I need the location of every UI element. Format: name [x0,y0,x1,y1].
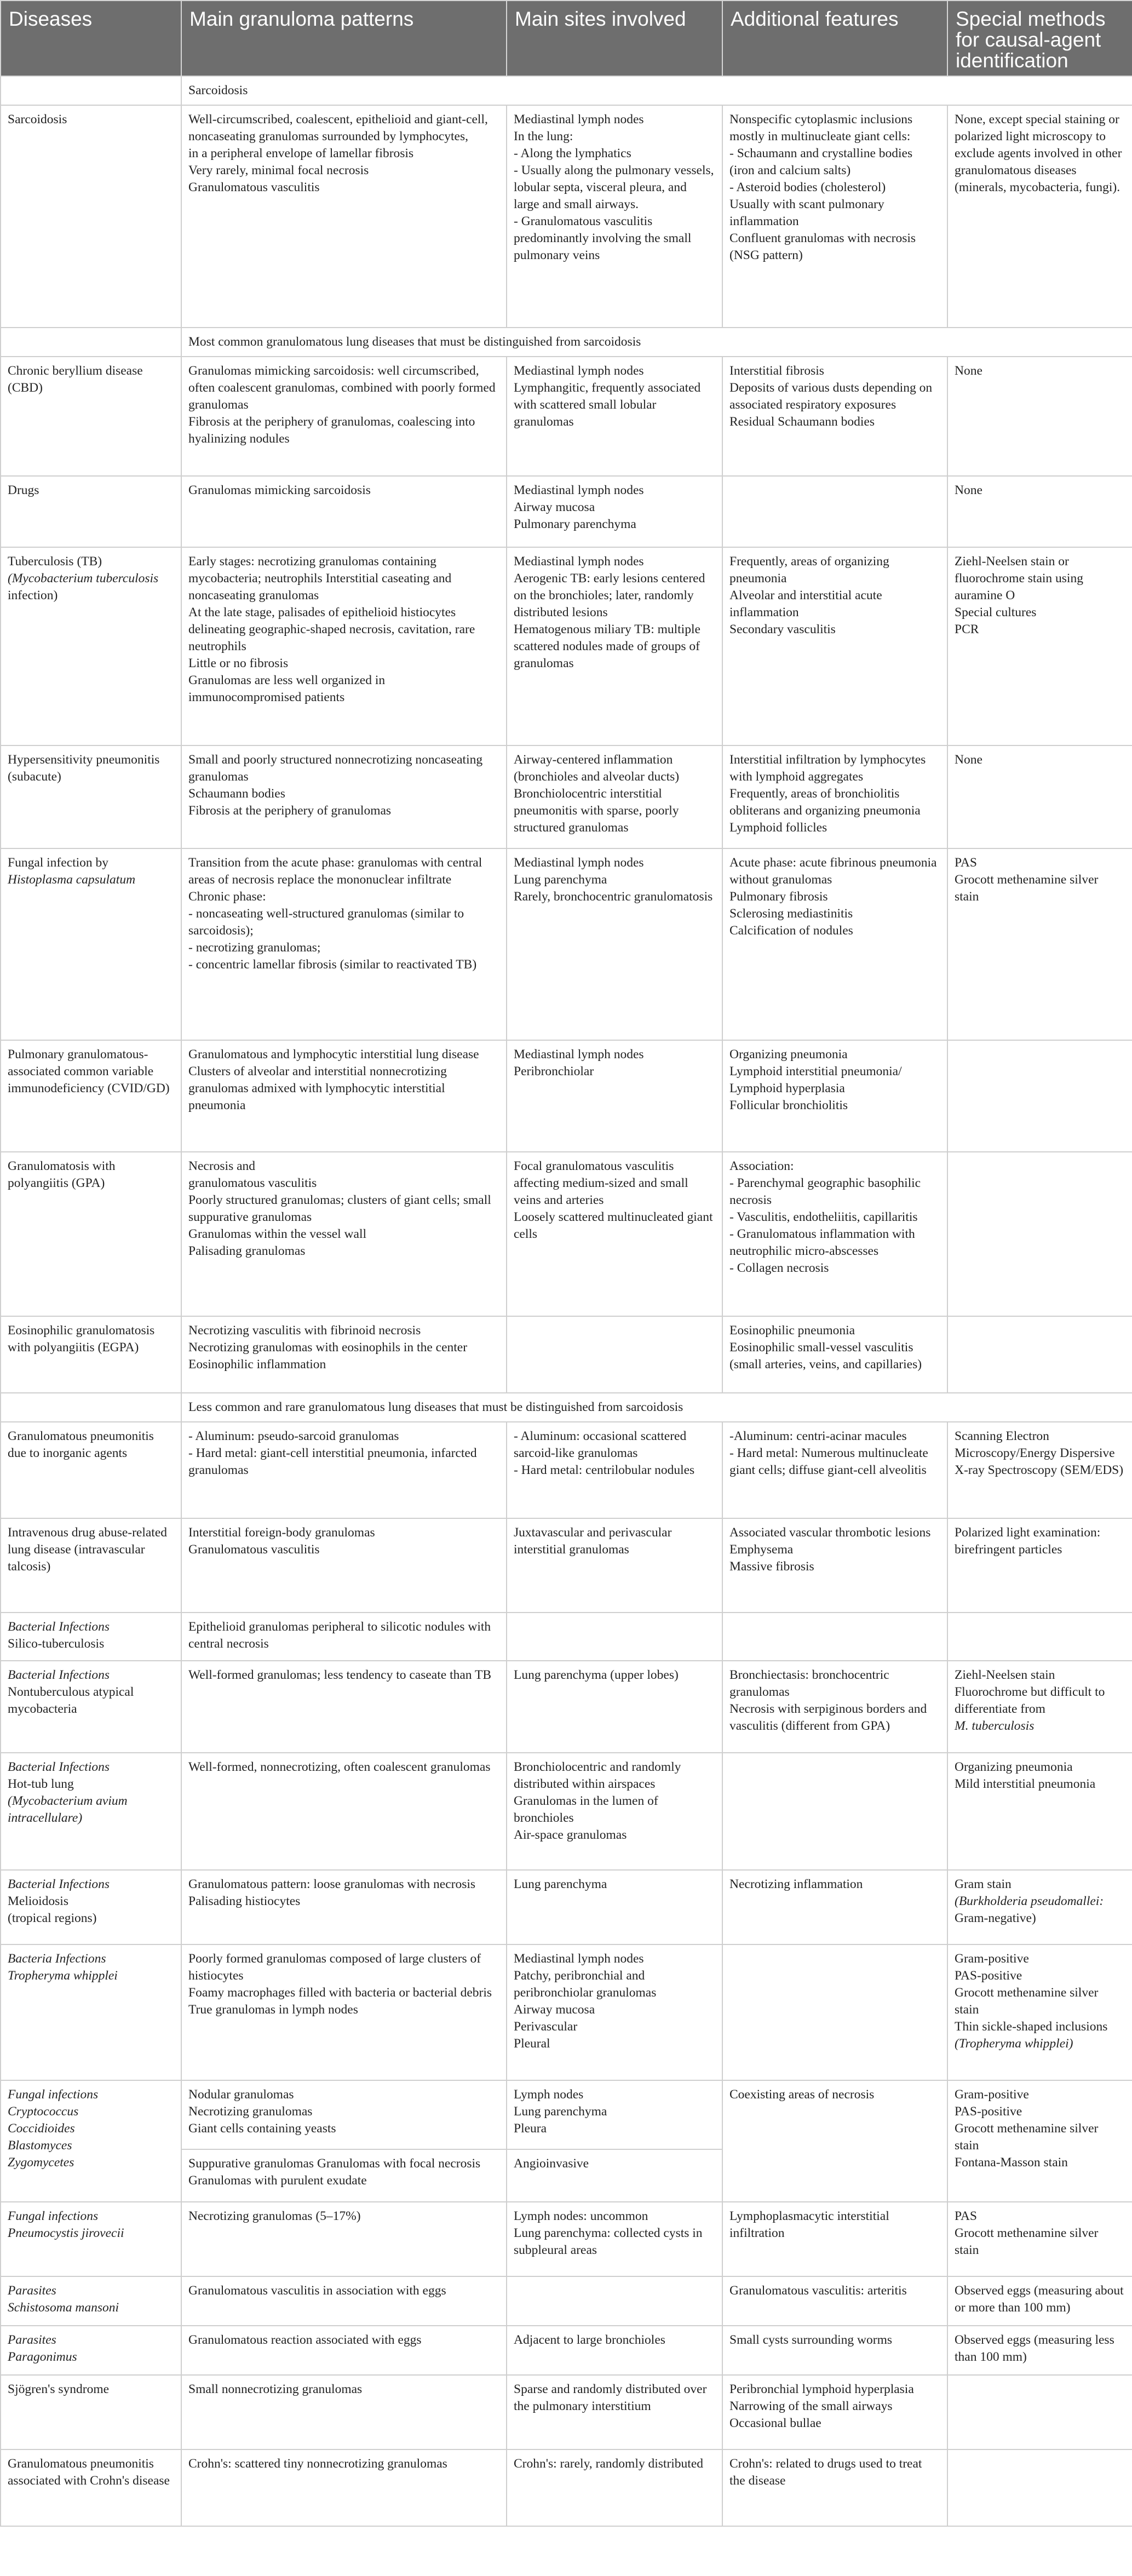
cell-disease: Granulomatosis with polyangiitis (GPA) [1,1152,181,1316]
section-title: Less common and rare granulomatous lung diseases that must be distinguished from sarcoidosis [181,1393,1132,1422]
cell-pattern: Necrotizing vasculitis with fibrinoid necrosis Necrotizing granulomas with eosinophils in the center Eosinophilic inflammation [181,1316,507,1393]
cell-sites: Sparse and randomly distributed over the pulmonary interstitium [507,2375,722,2449]
cell-pattern: Suppurative granulomas Granulomas with focal necrosis Granulomas with purulent exudate [181,2149,507,2202]
cell-methods: None, except special staining or polarized light microscopy to exclude agents involved in other granulomatous diseases (minerals, mycobacteria, fungi). [947,105,1132,328]
cell-sites [507,1316,722,1393]
section-row [1,328,1132,357]
cell-sites: Mediastinal lymph nodes Patchy, peribronchial and peribronchiolar granulomas Airway mucosa Perivascular Pleural [507,1944,722,2080]
cell-pattern: Poorly formed granulomas composed of large clusters of histiocytes Foamy macrophages filled with bacteria or bacterial debris True granulomas in lymph nodes [181,1944,507,2080]
cell-pattern: Granulomatous and lymphocytic interstitial lung disease Clusters of alveolar and interstitial nonnecrotizing granulomas admixed with lymphocytic interstitial pneumonia [181,1040,507,1152]
cell-disease: Chronic beryllium disease (CBD) [1,357,181,476]
cell-sites: Lung parenchyma (upper lobes) [507,1661,722,1753]
cell-disease: Granulomatous pneumonitis associated with Crohn's disease [1,2449,181,2526]
cell-methods [947,1040,1132,1152]
cell-pattern: Crohn's: scattered tiny nonnecrotizing granulomas [181,2449,507,2526]
cell-features: Bronchiectasis: bronchocentric granulomas Necrosis with serpiginous borders and vasculitis (different from GPA) [722,1661,947,1753]
cell-methods: None [947,476,1132,547]
cell-sites: - Aluminum: occasional scattered sarcoid-like granulomas - Hard metal: centrilobular nodules [507,1422,722,1518]
cell-disease: Fungal infections Cryptococcus Coccidioides Blastomyces Zygomycetes [1,2080,181,2202]
cell-pattern: - Aluminum: pseudo-sarcoid granulomas - Hard metal: giant-cell interstitial pneumonia, infarcted granulomas [181,1422,507,1518]
cell-sites: Crohn's: rarely, randomly distributed [507,2449,722,2526]
table-row [1,2202,1132,2276]
cell-methods: Observed eggs (measuring less than 100 mm) [947,2326,1132,2375]
cell-pattern: Well-formed granulomas; less tendency to caseate than TB [181,1661,507,1753]
cell-features: Peribronchial lymphoid hyperplasia Narrowing of the small airways Occasional bullae [722,2375,947,2449]
cell-sites: Angioinvasive [507,2149,722,2202]
cell-pattern: Well-formed, nonnecrotizing, often coalescent granulomas [181,1753,507,1870]
cell-sites: Bronchiolocentric and randomly distributed within airspaces Granulomas in the lumen of bronchioles Air-space granulomas [507,1753,722,1870]
cell-disease: Eosinophilic granulomatosis with polyangiitis (EGPA) [1,1316,181,1393]
cell-sites: Mediastinal lymph nodes Airway mucosa Pulmonary parenchyma [507,476,722,547]
cell-methods: Gram-positive PAS-positive Grocott methenamine silver stain Fontana-Masson stain [947,2080,1132,2202]
cell-sites: Juxtavascular and perivascular interstitial granulomas [507,1518,722,1613]
cell-features: -Aluminum: centri-acinar macules - Hard metal: Numerous multinucleate giant cells; diffuse giant-cell alveolitis [722,1422,947,1518]
cell-sites [507,1613,722,1661]
cell-features: Nonspecific cytoplasmic inclusions mostly in multinucleate giant cells: - Schaumann and crystalline bodies (iron and calcium salts) - Asteroid bodies (cholesterol) Usually with scant pulmonary inflammation Confluent granulomas with necrosis (NSG pattern) [722,105,947,328]
cell-pattern: Nodular granulomas Necrotizing granulomas Giant cells containing yeasts [181,2080,507,2149]
cell-features: Crohn's: related to drugs used to treat the disease [722,2449,947,2526]
cell-sites: Mediastinal lymph nodes In the lung: - Along the lymphatics - Usually along the pulmonary vessels, lobular septa, visceral pleura, and large and small airways. - Granulomatous vasculitis predominantly involving the small pulmonary veins [507,105,722,328]
cell-features: Organizing pneumonia Lymphoid interstitial pneumonia/ Lymphoid hyperplasia Follicular bronchiolitis [722,1040,947,1152]
cell-methods [947,2449,1132,2526]
cell-pattern: Well-circumscribed, coalescent, epithelioid and giant-cell, noncaseating granulomas surrounded by lymphocytes, in a peripheral envelope of lamellar fibrosis Very rarely, minimal focal necrosis Granulomatous vasculitis [181,105,507,328]
cell-methods: PAS Grocott methenamine silver stain [947,848,1132,1040]
cell-sites: Lymph nodes: uncommon Lung parenchyma: collected cysts in subpleural areas [507,2202,722,2276]
cell-features: Eosinophilic pneumonia Eosinophilic small-vessel vasculitis (small arteries, veins, and capillaries) [722,1316,947,1393]
cell-methods: Organizing pneumonia Mild interstitial pneumonia [947,1753,1132,1870]
cell-features: Granulomatous vasculitis: arteritis [722,2276,947,2326]
cell-pattern: Necrotizing granulomas (5–17%) [181,2202,507,2276]
cell-disease: Fungal infections Pneumocystis jirovecii [1,2202,181,2276]
header-features: Additional features [722,1,947,76]
cell-methods: PAS Grocott methenamine silver stain [947,2202,1132,2276]
cell-methods [947,1316,1132,1393]
cell-features: Coexisting areas of necrosis [722,2080,947,2202]
cell-methods [947,1152,1132,1316]
cell-sites: Adjacent to large bronchioles [507,2326,722,2375]
table-row [1,1040,1132,1152]
cell-pattern: Granulomatous pattern: loose granulomas with necrosis Palisading histiocytes [181,1870,507,1944]
table-row [1,1661,1132,1753]
cell-pattern: Granulomas mimicking sarcoidosis [181,476,507,547]
cell-sites: Focal granulomatous vasculitis affecting medium-sized and small veins and arteries Loosely scattered multinucleated giant cells [507,1152,722,1316]
cell-pattern: Granulomas mimicking sarcoidosis: well circumscribed, often coalescent granulomas, combined with poorly formed granulomas Fibrosis at the periphery of granulomas, coalescing into hyalinizing nodules [181,357,507,476]
header-methods: Special methods for causal-agent identification [947,1,1132,76]
cell-features [722,476,947,547]
cell-features: Frequently, areas of organizing pneumonia Alveolar and interstitial acute inflammation Secondary vasculitis [722,547,947,745]
table-row [1,1152,1132,1316]
cell-disease: Bacterial Infections Hot-tub lung (Mycobacterium avium intracellulare) [1,1753,181,1870]
cell-disease: Intravenous drug abuse-related lung disease (intravascular talcosis) [1,1518,181,1613]
header-row [1,1,1132,76]
section-title: Sarcoidosis [181,76,1132,105]
cell-features [722,1753,947,1870]
section-title: Most common granulomatous lung diseases that must be distinguished from sarcoidosis [181,328,1132,357]
table-row [1,2326,1132,2375]
cell-disease: Pulmonary granulomatous-associated common variable immunodeficiency (CVID/GD) [1,1040,181,1152]
cell-disease: Bacteria Infections Tropheryma whipplei [1,1944,181,2080]
table-row [1,2276,1132,2326]
cell-pattern: Small nonnecrotizing granulomas [181,2375,507,2449]
cell-pattern: Epithelioid granulomas peripheral to silicotic nodules with central necrosis [181,1613,507,1661]
cell-disease: Sjögren's syndrome [1,2375,181,2449]
cell-sites: Mediastinal lymph nodes Aerogenic TB: early lesions centered on the bronchioles; later, randomly distributed lesions Hematogenous miliary TB: multiple scattered nodules made of groups of granulomas [507,547,722,745]
cell-pattern: Small and poorly structured nonnecrotizing noncaseating granulomas Schaumann bodies Fibrosis at the periphery of granulomas [181,745,507,848]
cell-methods: Gram stain (Burkholderia pseudomallei: Gram-negative) [947,1870,1132,1944]
cell-pattern: Interstitial foreign-body granulomas Granulomatous vasculitis [181,1518,507,1613]
table-row [1,1870,1132,1944]
cell-sites: Mediastinal lymph nodes Lung parenchyma Rarely, bronchocentric granulomatosis [507,848,722,1040]
header-diseases: Diseases [1,1,181,76]
cell-pattern: Granulomatous reaction associated with eggs [181,2326,507,2375]
cell-disease: Drugs [1,476,181,547]
cell-disease: Sarcoidosis [1,105,181,328]
cell-features [722,1613,947,1661]
cell-methods: Ziehl-Neelsen stain or fluorochrome stain using auramine O Special cultures PCR [947,547,1132,745]
cell-sites: Mediastinal lymph nodes Peribronchiolar [507,1040,722,1152]
cell-disease: Parasites Schistosoma mansoni [1,2276,181,2326]
cell-features [722,1944,947,2080]
cell-disease: Parasites Paragonimus [1,2326,181,2375]
cell-sites: Mediastinal lymph nodes Lymphangitic, frequently associated with scattered small lobular granulomas [507,357,722,476]
section-row [1,1393,1132,1422]
table-row [1,745,1132,848]
cell-pattern: Early stages: necrotizing granulomas containing mycobacteria; neutrophils Interstitial caseating and noncaseating granulomas At the late stage, palisades of epithelioid histiocytes delineating geographic-shaped necrosis, cavitation, rare neutrophils Little or no fibrosis Granulomas are less well organized in immunocompromised patients [181,547,507,745]
table-row [1,1422,1132,1518]
table-row [1,357,1132,476]
table-row [1,2375,1132,2449]
cell-disease: Bacterial Infections Silico-tuberculosis [1,1613,181,1661]
cell-methods: Ziehl-Neelsen stain Fluorochrome but difficult to differentiate from M. tuberculosis [947,1661,1132,1753]
table-row [1,1944,1132,2080]
table-row [1,476,1132,547]
header-sites: Main sites involved [507,1,722,76]
cell-sites: Lung parenchyma [507,1870,722,1944]
cell-features: Lymphoplasmacytic interstitial infiltration [722,2202,947,2276]
cell-sites: Lymph nodes Lung parenchyma Pleura [507,2080,722,2149]
table-row [1,1518,1132,1613]
cell-features: Interstitial infiltration by lymphocytes with lymphoid aggregates Frequently, areas of bronchiolitis obliterans and organizing pneumonia Lymphoid follicles [722,745,947,848]
header-patterns: Main granuloma patterns [181,1,507,76]
cell-methods: Polarized light examination: birefringent particles [947,1518,1132,1613]
cell-pattern: Necrosis and granulomatous vasculitis Poorly structured granulomas; clusters of giant cells; small suppurative granulomas Granulomas within the vessel wall Palisading granulomas [181,1152,507,1316]
cell-features: Associated vascular thrombotic lesions Emphysema Massive fibrosis [722,1518,947,1613]
cell-methods [947,2375,1132,2449]
cell-features: Acute phase: acute fibrinous pneumonia without granulomas Pulmonary fibrosis Sclerosing mediastinitis Calcification of nodules [722,848,947,1040]
table-row [1,1613,1132,1661]
table-row [1,1753,1132,1870]
cell-pattern: Transition from the acute phase: granulomas with central areas of necrosis replace the mononuclear infiltrate Chronic phase: - noncaseating well-structured granulomas (similar to sarcoidosis); - necrotizing granulomas; - concentric lamellar fibrosis (similar to reactivated TB) [181,848,507,1040]
cell-methods: None [947,357,1132,476]
cell-features: Necrotizing inflammation [722,1870,947,1944]
cell-disease: Hypersensitivity pneumonitis (subacute) [1,745,181,848]
cell-methods [947,1613,1132,1661]
cell-methods: None [947,745,1132,848]
cell-disease: Granulomatous pneumonitis due to inorganic agents [1,1422,181,1518]
cell-methods: Observed eggs (measuring about or more than 100 mm) [947,2276,1132,2326]
table-row [1,1316,1132,1393]
cell-sites: Airway-centered inflammation (bronchioles and alveolar ducts) Bronchiolocentric interstitial pneumonitis with sparse, poorly structured granulomas [507,745,722,848]
table-row [1,547,1132,745]
table-row [1,105,1132,328]
cell-disease: Tuberculosis (TB) (Mycobacterium tuberculosis infection) [1,547,181,745]
table-row [1,2449,1132,2526]
cell-features: Small cysts surrounding worms [722,2326,947,2375]
cell-methods: Gram-positive PAS-positive Grocott methenamine silver stain Thin sickle-shaped inclusions (Tropheryma whipplei) [947,1944,1132,2080]
cell-methods: Scanning Electron Microscopy/Energy Dispersive X-ray Spectroscopy (SEM/EDS) [947,1422,1132,1518]
cell-features: Interstitial fibrosis Deposits of various dusts depending on associated respiratory exposures Residual Schaumann bodies [722,357,947,476]
cell-disease: Bacterial Infections Melioidosis (tropical regions) [1,1870,181,1944]
table-row [1,848,1132,1040]
cell-pattern: Granulomatous vasculitis in association with eggs [181,2276,507,2326]
cell-disease: Fungal infection by Histoplasma capsulatum [1,848,181,1040]
cell-disease: Bacterial Infections Nontuberculous atypical mycobacteria [1,1661,181,1753]
section-row [1,76,1132,105]
table-row [1,2080,1132,2149]
cell-features: Association: - Parenchymal geographic basophilic necrosis - Vasculitis, endotheliitis, capillaritis - Granulomatous inflammation with neutrophilic micro-abscesses - Collagen necrosis [722,1152,947,1316]
cell-sites [507,2276,722,2326]
